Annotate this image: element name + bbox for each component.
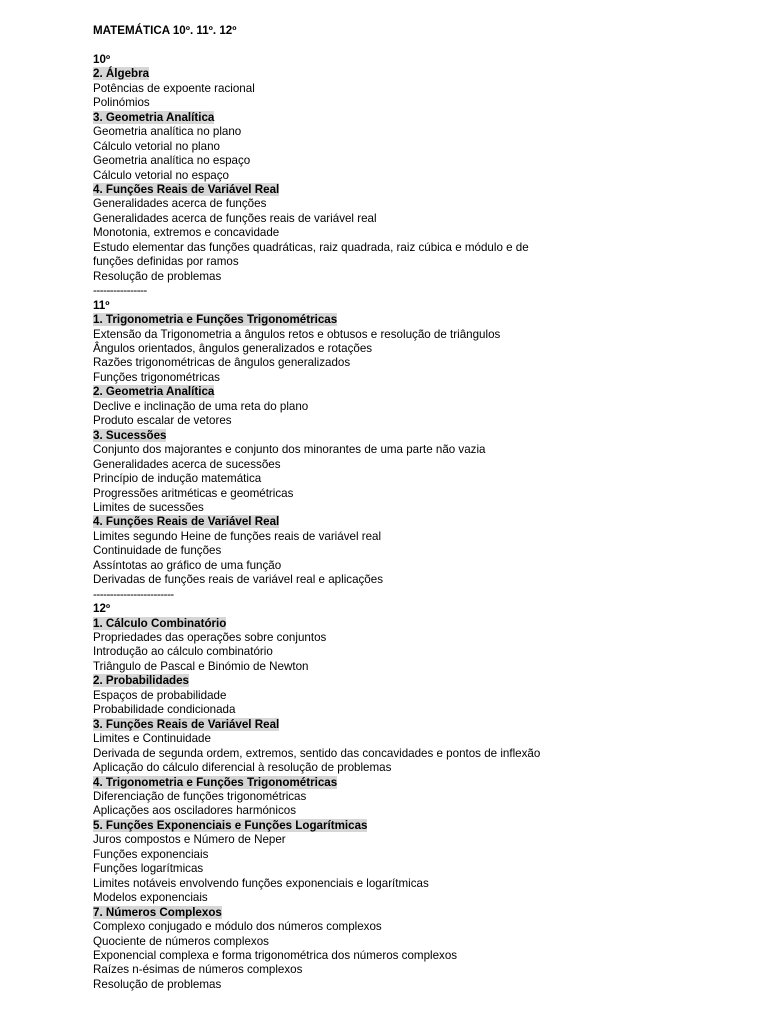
section-heading-text: 2. Probabilidades	[93, 674, 189, 688]
section-heading-text: 2. Álgebra	[93, 67, 150, 81]
section-heading	[93, 617, 753, 631]
topic-item: Limites segundo Heine de funções reais de variável real	[93, 529, 382, 543]
section-heading-text: 1. Trigonometria e Funções Trigonométricas	[93, 313, 338, 327]
topic-item: Funções trigonométricas	[93, 370, 220, 384]
topic-item: Juros compostos e Número de Neper	[93, 833, 286, 847]
topic-item: Cálculo vetorial no plano	[93, 139, 220, 153]
topic-item: Derivada de segunda ordem, extremos, sentido das concavidades e pontos de inflexão	[93, 746, 541, 760]
topic-item: Resolução de problemas	[93, 269, 222, 283]
topic-item: Funções logarítmicas	[93, 862, 204, 876]
section-heading-text: 4. Funções Reais de Variável Real	[93, 515, 280, 529]
section-heading-text: 5. Funções Exponenciais e Funções Logarítmicas	[93, 818, 368, 832]
topic-item: Produto escalar de vetores	[93, 414, 232, 428]
topic-item: Derivadas de funções reais de variável real e aplicações	[93, 573, 384, 587]
topic-item: Espaços de probabilidade	[93, 688, 227, 702]
topic-item: Razões trigonométricas de ângulos generalizados	[93, 356, 351, 370]
section-heading-text: 4. Funções Reais de Variável Real	[93, 182, 280, 196]
section-heading-text: 7. Números Complexos	[93, 905, 222, 919]
topic-item: Extensão da Trigonometria a ângulos retos e obtusos e resolução de triângulos	[93, 327, 501, 341]
grade-label: 12º	[93, 602, 111, 616]
topic-item: Aplicações aos osciladores harmónicos	[93, 804, 296, 818]
topic-item: Complexo conjugado e módulo dos números complexos	[93, 920, 382, 934]
topic-item: Continuidade de funções	[93, 544, 222, 558]
topic-item: Triângulo de Pascal e Binómio de Newton	[93, 659, 309, 673]
section-heading-text: 3. Funções Reais de Variável Real	[93, 717, 280, 731]
topic-item: Assíntotas ao gráfico de uma função	[93, 558, 282, 572]
topic-item: Propriedades das operações sobre conjuntos	[93, 631, 327, 645]
topic-item: Introdução ao cálculo combinatório	[93, 645, 273, 659]
section-heading-text: 3. Sucessões	[93, 428, 167, 442]
section-heading-text: 3. Geometria Analítica	[93, 110, 215, 124]
topic-item: Princípio de indução matemática	[93, 472, 262, 486]
section-heading	[93, 429, 753, 443]
topic-item: Ângulos orientados, ângulos generalizados e rotações	[93, 341, 373, 355]
document-title: MATEMÁTICA 10º. 11º. 12º	[93, 24, 237, 37]
grade-label: 10º	[93, 52, 111, 66]
document-body	[93, 24, 753, 992]
topic-item: Limites e Continuidade	[93, 732, 211, 746]
topic-item: Funções exponenciais	[93, 847, 209, 861]
grade-label: 11º	[93, 298, 110, 312]
topic-item: Raízes n-ésimas de números complexos	[93, 963, 303, 977]
topic-item: Geometria analítica no espaço	[93, 154, 251, 168]
section-heading	[93, 313, 753, 327]
topic-item: Diferenciação de funções trigonométricas	[93, 790, 307, 804]
separator-line: ----------------	[93, 284, 147, 298]
topic-item: Conjunto dos majorantes e conjunto dos minorantes de uma parte não vazia	[93, 443, 486, 457]
section-heading-text: 1. Cálculo Combinatório	[93, 616, 227, 630]
blank-line	[93, 38, 753, 52]
topic-item: Cálculo vetorial no espaço	[93, 168, 229, 182]
topic-item: Aplicação do cálculo diferencial à resolução de problemas	[93, 761, 392, 775]
topic-item: Resolução de problemas	[93, 977, 222, 991]
section-heading	[93, 67, 753, 81]
topic-item: Declive e inclinação de uma reta do plano	[93, 399, 309, 413]
section-heading	[93, 776, 753, 790]
section-heading	[93, 819, 753, 833]
topic-item: Probabilidade condicionada	[93, 703, 236, 717]
section-heading	[93, 385, 753, 399]
section-heading	[93, 906, 753, 920]
section-heading-text: 4. Trigonometria e Funções Trigonométricas	[93, 775, 338, 789]
topic-item: Estudo elementar das funções quadráticas, raiz quadrada, raiz cúbica e módulo e de	[93, 240, 529, 254]
topic-item: Generalidades acerca de sucessões	[93, 457, 281, 471]
topic-item: Progressões aritméticas e geométricas	[93, 486, 294, 500]
topic-item: Generalidades acerca de funções	[93, 197, 267, 211]
document-lines	[93, 38, 753, 992]
topic-item: Potências de expoente racional	[93, 81, 255, 95]
section-heading-text: 2. Geometria Analítica	[93, 385, 215, 399]
topic-item: Geometria analítica no plano	[93, 125, 242, 139]
section-heading	[93, 111, 753, 125]
section-heading	[93, 515, 753, 529]
topic-item: Modelos exponenciais	[93, 891, 208, 905]
topic-item: Polinómios	[93, 96, 150, 110]
separator-line: ------------------------	[93, 587, 174, 601]
topic-item: funções definidas por ramos	[93, 255, 239, 269]
topic-item: Exponencial complexa e forma trigonométrica dos números complexos	[93, 949, 458, 962]
topic-item: Generalidades acerca de funções reais de variável real	[93, 211, 377, 225]
topic-item: Limites de sucessões	[93, 500, 204, 514]
topic-item: Quociente de números complexos	[93, 934, 269, 948]
topic-item: Limites notáveis envolvendo funções exponenciais e logarítmicas	[93, 876, 429, 890]
section-heading	[93, 718, 753, 732]
topic-item: Monotonia, extremos e concavidade	[93, 226, 280, 240]
section-heading	[93, 183, 753, 197]
section-heading	[93, 674, 753, 688]
